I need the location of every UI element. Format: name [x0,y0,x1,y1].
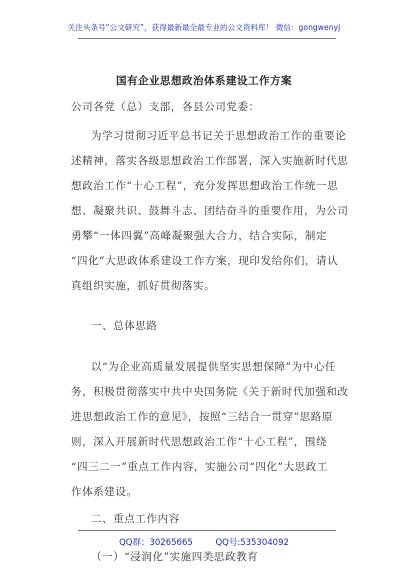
section-line: “四三二一”重点工作内容，实施公司“四化”大思政工 [71,461,328,473]
intro-line: “四化”大思政体系建设工作方案，现印发给你们，请认 [71,255,339,267]
intro-line: 述精神，落实各级思想政治工作部署，深入实施新时代思 [71,155,349,167]
footer-qq: QQ号:535304092 [215,538,289,548]
section-line: 务，积极贯彻落实中共中央国务院《关于新时代加强和改 [71,386,349,398]
intro-line: 真组织实施，抓好贯彻落实。 [71,280,216,292]
footer-divider [78,530,336,531]
section-line: 作体系建设。 [71,486,138,498]
section-line: 以“为企业高质量发展提供坚实思想保障”为中心任 [91,361,337,373]
footer-contacts [0,536,408,548]
header-divider [78,38,336,39]
header-banner: 关注头条号“公文研究”，获得最新最全最专业的公文资料库！ 微信：gongwenyj [67,23,341,32]
section-line: 则，深入开展新时代思想政治工作“十心工程”，围绕 [71,436,328,448]
footer-qq-group: QQ群：30265665 [119,538,193,548]
section-line: 进思想政治工作的意见》，按照“三结合一贯穿”思路原 [71,411,333,423]
intro-line: 想政治工作“十心工程”，充分发挥思想政治工作统一思 [71,180,339,192]
salutation: 公司各党（总）支部，各县公司党委： [71,101,260,113]
section-heading: 二、重点工作内容 [91,513,180,525]
section-heading: 一、总体思路 [91,320,158,332]
subsection-heading: （一）“浸润化”实施四类思政教育 [91,551,259,563]
intro-line: 想、凝聚共识、鼓舞斗志、团结奋斗的重要作用，为公司 [71,205,349,217]
document-title: 国有企业思想政治体系建设工作方案 [116,75,292,87]
intro-line: 勇攀“一体四翼”高峰凝聚强大合力，结合实际，制定 [71,230,328,242]
intro-line: 为学习贯彻习近平总书记关于思想政治工作的重要论 [91,130,347,142]
